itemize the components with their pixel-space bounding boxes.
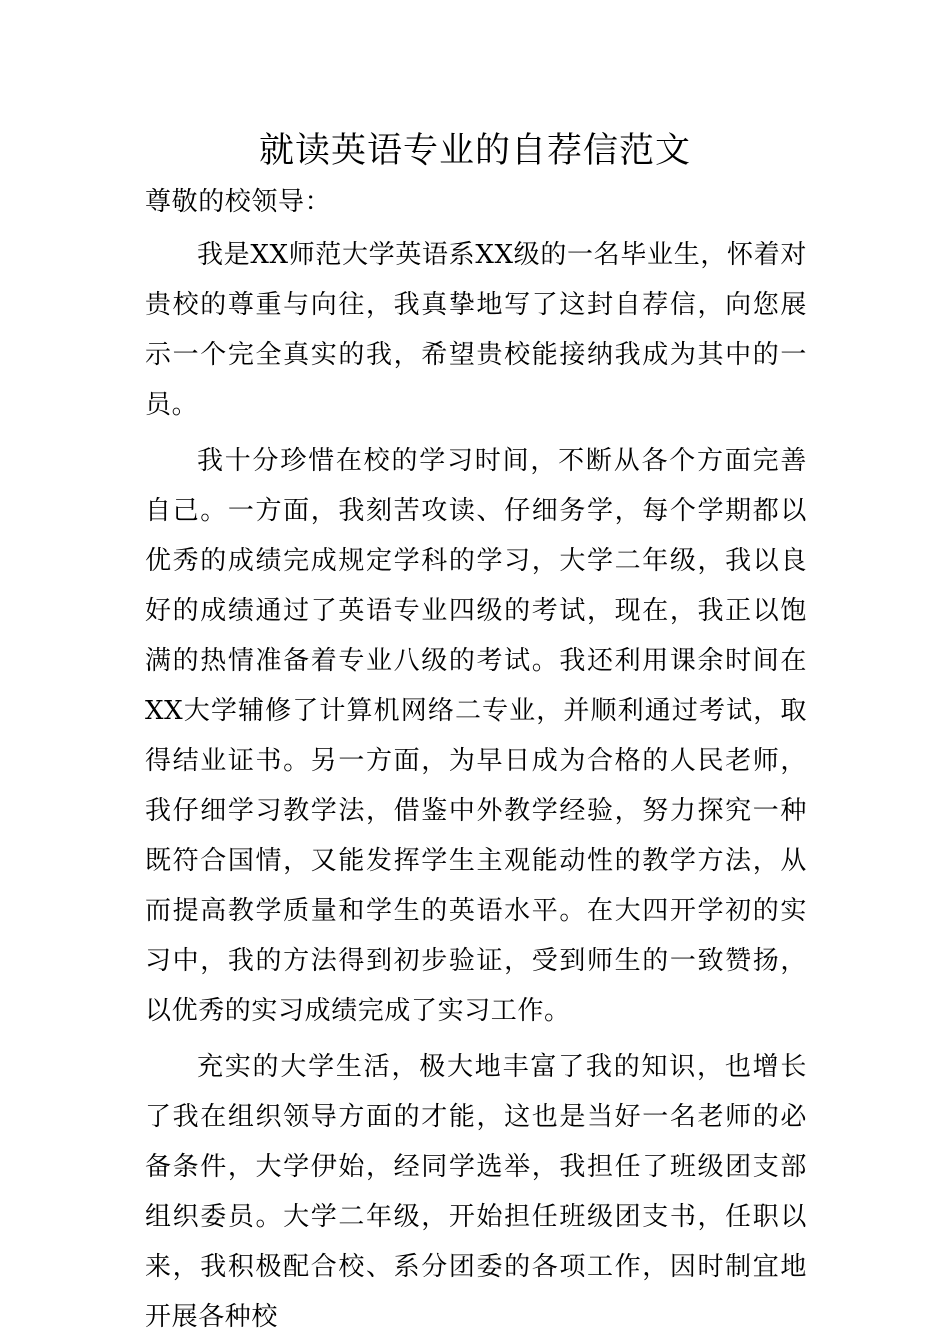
document-title: 就读英语专业的自荐信范文 (258, 131, 691, 171)
paragraph-3: 充实的大学生活，极大地丰富了我的知识，也增长了我在组织领导方面的才能，这也是当好一名老师的必备条件，大学伊始，经同学选举，我担任了班级团支部组织委员。大学二年级，开始担任班级团支书，任职以来，我积极配合校、系分团委的各项工作，因时制宜地开展各种校 (145, 1052, 807, 1332)
salutation: 尊敬的校领导： (145, 187, 332, 217)
paragraph-1: 我是XX师范大学英语系XX级的一名毕业生，怀着对贵校的尊重与向往，我真挚地写了这封自荐信，向您展示一个完全真实的我，希望贵校能接纳我成为其中的一员。 (145, 240, 807, 420)
document-body (145, 177, 807, 1342)
paragraph-2: 我十分珍惜在校的学习时间，不断从各个方面完善自己。一方面，我刻苦攻读、仔细务学，每个学期都以优秀的成绩完成规定学科的学习，大学二年级，我以良好的成绩通过了英语专业四级的考试，现在，我正以饱满的热情准备着专业八级的考试。我还利用课余时间在XX大学辅修了计算机网络二专业，并顺利通过考试，取得结业证书。另一方面，为早日成为合格的人民老师，我仔细学习教学法，借鉴中外教学经验，努力探究一种既符合国情，又能发挥学生主观能动性的教学方法，从而提高教学质量和学生的英语水平。在大四开学初的实习中，我的方法得到初步验证，受到师生的一致赞扬，以优秀的实习成绩完成了实习工作。 (145, 446, 807, 1026)
